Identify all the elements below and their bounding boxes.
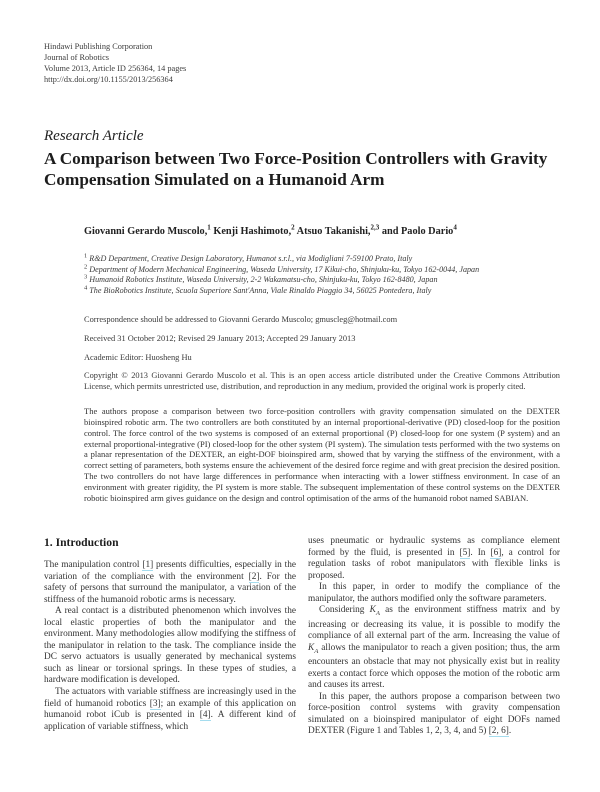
- journal-header: [44, 42, 186, 86]
- citation-link[interactable]: [2]: [248, 571, 260, 582]
- body-paragraph: The manipulation control [1] presents difficulties, especially in the variation of the compliance with the environment [2]. For the safety of persons that surround the manipulator, a variation of the stiffness of the humanoid robotic arms is necessary.: [44, 560, 296, 605]
- right-column: [308, 536, 560, 738]
- math-variable-KA: $K_A$: [308, 642, 319, 655]
- academic-editor-line: Academic Editor: Huosheng Hu: [84, 353, 192, 362]
- journal-name: Journal of Robotics: [44, 52, 109, 62]
- body-paragraph: The actuators with variable stiffness are increasingly used in the field of humanoid robotics [3]; an example of this application on humanoid robot iCub is presented in [4]. A different kind of application of variable stiffness, which: [44, 687, 296, 732]
- abstract-text: The authors propose a comparison between two force-position controllers with gravity compensation simulated on the DEXTER bioinspired robotic arm. The two controllers are both constituted by an internal proportional-derivative (PD) closed-loop for the position control. The force control of the two systems is composed of an external proportional (P) closed-loop for one system (P system) and an external proportional-integrative (PI) closed-loop for the other system (PI system). The simulation tests performed with the two systems on a planar representation of the DEXTER, an eight-DOF bioinspired arm, showed that by varying the stiffness of the environment, with a correct setting of parameters, both systems ensure the achievement of the desired force regime and with great precision the desired position. The two controllers do not have large differences in performance when interacting with a lower stiffness environment. In case of an environment with greater rigidity, the PI system is more stable. The subsequent implementation of these control systems on the DEXTER robotic bioinspired arm gives guidance on the design and control optimisation of the arms of the humanoid robot named SABIAN.: [84, 406, 560, 503]
- authors-line: Giovanni Gerardo Muscolo,$^1$ Kenji Hashimoto,$^2$ Atsuo Takanishi,$^{2,3}$ and Paolo Dario$^4$: [84, 223, 457, 237]
- paper-title: A Comparison between Two Force-Position Controllers with Gravity Compensation Simulated on a Humanoid Arm: [44, 149, 548, 189]
- volume-line: Volume 2013, Article ID 256364, 14 pages: [44, 63, 187, 73]
- citation-link[interactable]: [3]: [149, 698, 161, 709]
- body-paragraph: A real contact is a distributed phenomenon which involves the local elastic properties of both the manipulator and the environment. Many methodologies allow modifying the stiffness of the manipulator in relation to the task. The compliance inside the DC servo actuators is usually generated by mechanical systems such as linear or torsional springs. In these types of studies, a hardware modification is developed.: [44, 606, 296, 686]
- citation-link[interactable]: [2, 6]: [488, 726, 509, 737]
- body-paragraph: In this paper, the authors propose a comparison between two force-position control systems with gravity compensation simulated on a bioinspired manipulator of eight DOFs named DEXTER (Figure 1 and Tables 1, 2, 3, 4, and 5) [2, 6].: [308, 691, 560, 737]
- affiliation-line: $^3$ Humanoid Robotics Institute, Waseda University, 2-2 Wakamatsu-cho, Shinjuku-ku, Tokyo 162-8480, Japan: [84, 273, 438, 285]
- body-paragraph: Considering $K_A$ as the environment stiffness matrix and by increasing or decreasing its value, it is possible to modify the compliance of all external part of the arm. Increasing the value of $K_A$ allows the manipulator to reach a given position; thus, the arm encounters an obstacle that may not physically exist but in reality exerts a contact force which opposes the motion of the robotic arm and causes its arrest.: [308, 605, 560, 691]
- affiliation-line: $^4$ The BioRobotics Institute, Scuola Superiore Sant'Anna, Viale Rinaldo Piaggio 34, 56025 Pontedera, Italy: [84, 284, 432, 295]
- two-column-body: [44, 536, 560, 738]
- affiliations-block: [84, 254, 560, 296]
- publisher-name: Hindawi Publishing Corporation: [44, 42, 153, 51]
- affiliation-line: $^1$ R&D Department, Creative Design Laboratory, Humanot s.r.l., via Modigliani 7-59100 Prato, Italy: [84, 252, 413, 263]
- affiliation-line: $^2$ Department of Modern Mechanical Engineering, Waseda University, 17 Kikui-cho, Shinjuku-ku, Tokyo 162-0044, Japan: [84, 262, 480, 274]
- body-paragraph: In this paper, in order to modify the compliance of the manipulator, the authors modified only the software parameters.: [308, 582, 560, 604]
- left-column: [44, 536, 296, 738]
- citation-link[interactable]: [1]: [142, 560, 154, 570]
- citation-link[interactable]: [6]: [490, 547, 502, 558]
- history-line: Received 31 October 2012; Revised 29 January 2013; Accepted 29 January 2013: [84, 334, 356, 343]
- section-heading-introduction: 1. Introduction: [44, 536, 119, 549]
- right-column-paragraphs: [308, 536, 560, 738]
- math-variable-KA: $K_A$: [369, 605, 380, 618]
- citation-link[interactable]: [4]: [199, 710, 211, 721]
- left-column-paragraphs: [44, 560, 296, 733]
- copyright-notice: Copyright © 2013 Giovanni Gerardo Muscolo et al. This is an open access article distributed under the Creative Commons Attribution License, which permits unrestricted use, distribution, and reproduction in any medium, provided the original work is properly cited.: [84, 371, 560, 391]
- correspondence-line: Correspondence should be addressed to Giovanni Gerardo Muscolo; gmuscleg@hotmail.com: [84, 315, 398, 324]
- body-paragraph: uses pneumatic or hydraulic systems as compliance element formed by the fluid, is presented in [5]. In [6], a control for regulation tasks of robot manipulators with flexible links is proposed.: [308, 536, 560, 581]
- citation-link[interactable]: [5]: [459, 547, 471, 558]
- doi-link[interactable]: http://dx.doi.org/10.1155/2013/256364: [44, 74, 173, 84]
- article-type-label: Research Article: [44, 128, 144, 144]
